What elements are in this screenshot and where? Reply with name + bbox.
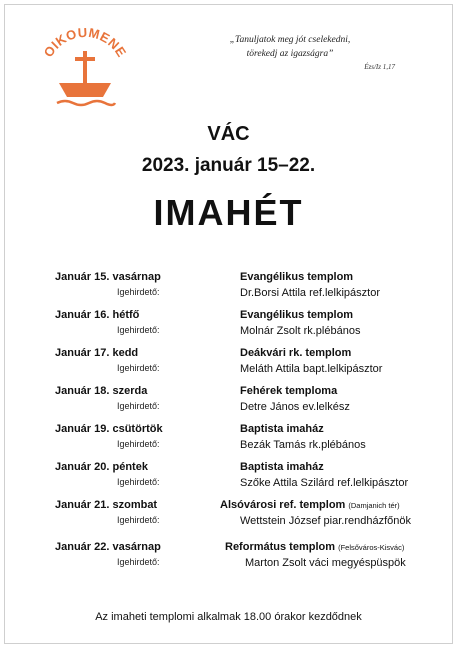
entry-place [240, 423, 455, 435]
page-title: IMAHÉT [153, 192, 304, 233]
entry-place [225, 541, 440, 553]
entry-place-name: Fehérek temploma [240, 385, 338, 397]
poster [4, 4, 453, 644]
entry-day: Január 15. vasárnap [55, 271, 161, 283]
entry-place-name: Deákvári rk. templom [240, 347, 352, 359]
entry-day: Január 22. vasárnap [55, 541, 161, 553]
quote-reference: Ézs/Iz 1,17 [364, 63, 395, 71]
quote-line-1: „Tanuljatok meg jót cselekedni, [229, 35, 351, 45]
entry-preacher-label: Igehirdető: [117, 477, 160, 487]
entry-place-name: Református templom [225, 541, 336, 553]
entry-day: Január 18. szerda [55, 385, 148, 397]
oikoumene-logo [39, 23, 131, 113]
logo-text: OIKOUMENE [40, 24, 130, 60]
entry-preacher-label: Igehirdető: [117, 557, 160, 567]
entry-day: Január 21. szombat [55, 499, 158, 511]
entry-preacher-label: Igehirdető: [117, 439, 160, 449]
entry-place-name: Evangélikus templom [240, 271, 354, 283]
entry-preacher: Bezák Tamás rk.plébános [240, 439, 366, 451]
schedule-entry [55, 541, 455, 579]
entry-place [240, 461, 455, 473]
schedule-entry [55, 385, 455, 423]
entry-place-note: (Felsőváros-Kisvác) [338, 543, 405, 552]
entry-preacher: Marton Zsolt váci megyéspüspök [245, 557, 406, 569]
entry-preacher-label: Igehirdető: [117, 401, 160, 411]
schedule-entry [55, 423, 455, 461]
entry-place-name: Evangélikus templom [240, 309, 354, 321]
entry-preacher: Meláth Attila bapt.lelkipásztor [240, 363, 383, 375]
footer-note: Az imaheti templomi alkalmak 18.00 órakor kezdődnek [95, 611, 362, 623]
schedule-entry [55, 499, 455, 537]
entry-preacher-label: Igehirdető: [117, 363, 160, 373]
city-title: VÁC [207, 123, 250, 145]
schedule-list [55, 271, 455, 579]
entry-preacher: Szőke Attila Szilárd ref.lelkipásztor [240, 477, 409, 489]
entry-place-name: Alsóvárosi ref. templom [220, 499, 346, 511]
quote-line-2: törekedj az igazságra” [246, 49, 334, 59]
entry-place-name: Baptista imaház [240, 461, 324, 473]
schedule-entry [55, 347, 455, 385]
entry-day: Január 17. kedd [55, 347, 139, 359]
bible-quote [205, 33, 375, 61]
entry-place [240, 309, 455, 321]
entry-day: Január 16. hétfő [55, 309, 140, 321]
entry-preacher-label: Igehirdető: [117, 325, 160, 335]
event-dates: 2023. január 15–22. [141, 155, 316, 176]
schedule-entry [55, 309, 455, 347]
entry-place [240, 385, 455, 397]
entry-place-name: Baptista imaház [240, 423, 324, 435]
entry-place [240, 271, 455, 283]
entry-preacher: Dr.Borsi Attila ref.lelkipásztor [240, 287, 380, 299]
schedule-entry [55, 461, 455, 499]
entry-place-note: (Damjanich tér) [348, 501, 400, 510]
schedule-entry [55, 271, 455, 309]
entry-place [220, 499, 435, 511]
entry-place [240, 347, 455, 359]
entry-day: Január 19. csütörtök [55, 423, 163, 435]
entry-preacher: Detre János ev.lelkész [240, 401, 350, 413]
entry-preacher-label: Igehirdető: [117, 287, 160, 297]
entry-preacher: Molnár Zsolt rk.plébános [240, 325, 361, 337]
entry-preacher-label: Igehirdető: [117, 515, 160, 525]
entry-day: Január 20. péntek [55, 461, 148, 473]
entry-preacher: Wettstein József piar.rendházfőnök [240, 515, 412, 527]
